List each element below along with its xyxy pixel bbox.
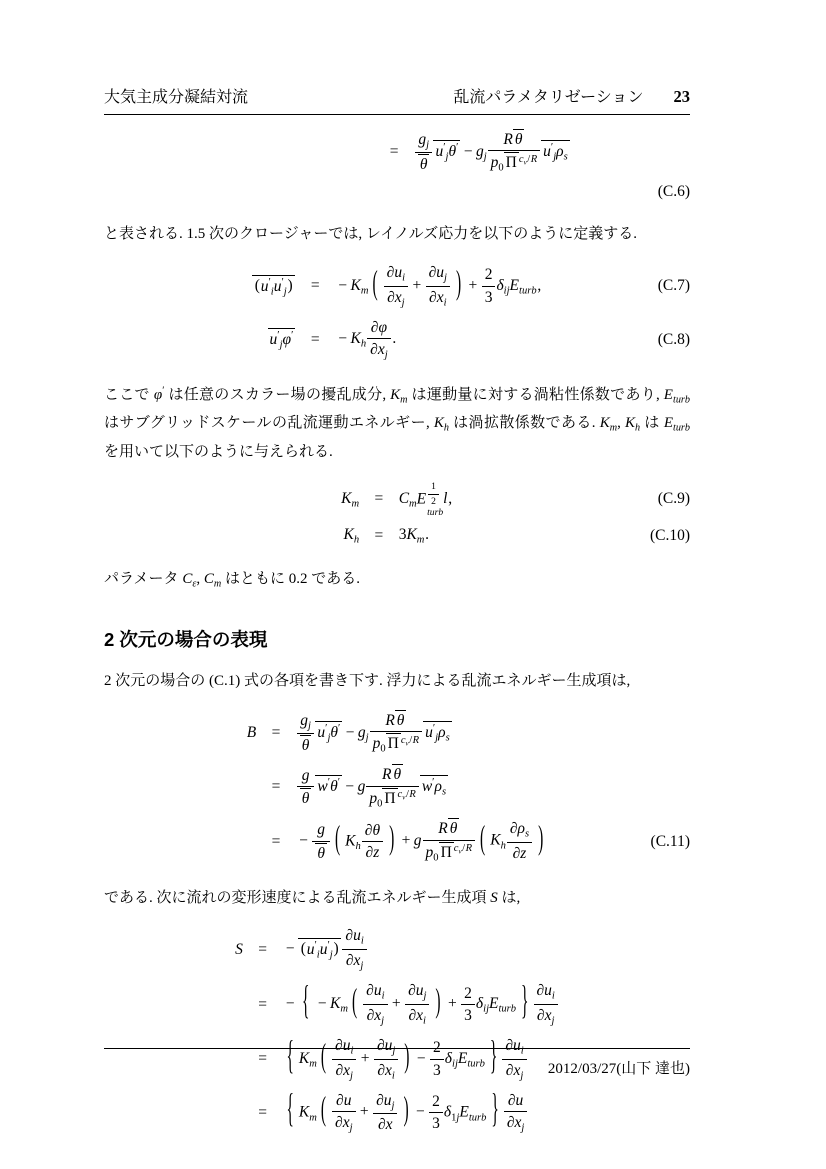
math-expression: − $(u'_iu'_j)$ $\frac{\partial u_i}{\partial x_j}$ <box>282 940 367 957</box>
math-expression: $C_\varepsilon$ <box>182 570 197 590</box>
math-expression: $E_{turb}$ <box>663 386 690 406</box>
math-expression: $\frac{g_j}{\theta}$ $u'_j\theta' - g_j$ R θ $p_0$ Π $^{c_v/R}$ $u'_j\rho_s$ <box>296 724 452 741</box>
math-expression: $C_m$ <box>203 570 222 590</box>
equation-number: (C.6) <box>657 183 690 201</box>
paragraph-definitions: ここで φ′ は任意のスカラー場の擾乱成分, $K_m$ は運動量に対する渦粘性係数であり, $E_{turb}$ はサブグリッドスケールの乱流運動エネルギー, $K_h$ は渦拡散係数である. $K_m$, $K_h$ は $E_{turb}$ を用いて以下のように与えられる. <box>104 385 690 460</box>
equation-number: (C.10) <box>649 526 690 544</box>
math-expression: $K_m$ <box>599 415 618 434</box>
math-expression: $K_m$ <box>390 386 408 406</box>
math-expression: $u'_j\varphi'$ <box>269 330 294 351</box>
math-expression: = <box>389 143 399 161</box>
math-expression: { $K_m$ ( $\frac{\partial u}{\partial x_j}$ + $\frac{\partial u_j}{\partial x}$ ) − $\frac{2}{3}$ $\delta_{1j}E_{turb}$ } $\frac{\partial u}{\partial x_j}$ <box>282 1103 528 1120</box>
paragraph-s-intro: である. 次に流れの変形速度による乱流エネルギー生成項 S は, <box>104 889 521 906</box>
equation-number: (C.9) <box>657 490 690 508</box>
math-expression: = <box>271 778 281 796</box>
math-expression: S <box>235 940 243 958</box>
equation-c6 <box>104 125 690 205</box>
math-expression: $3K_m$. <box>398 526 430 546</box>
math-expression: = <box>374 490 384 508</box>
math-expression: $K_m$ <box>341 489 360 510</box>
math-expression: $K_h$ <box>343 526 360 546</box>
page-number: 23 <box>673 87 690 106</box>
math-expression: $(u'_iu'_j)$ <box>252 277 295 294</box>
equation-number: (C.11) <box>650 832 690 850</box>
math-expression: φ′ <box>153 385 165 403</box>
math-expression: = <box>258 1103 268 1121</box>
equation-c9-c10 <box>104 477 690 550</box>
math-expression: − { − $K_m$ ( $\frac{\partial u_i}{\partial x_j}$ + $\frac{\partial u_j}{\partial x_i}$ ) + $\frac{2}{3}$ $\delta_{ij}E_{turb}$ } $\frac{\partial u_i}{\partial x_j}$ <box>282 995 558 1012</box>
paragraph-parameters: パラメータ $C_\varepsilon$, $C_m$ はともに 0.2 である. <box>104 570 360 590</box>
header-left-title: 大気主成分凝結対流 <box>104 89 249 106</box>
math-expression: $E_{turb}$ <box>663 415 690 434</box>
footer-date-author: 2012/03/27(山下 達也) <box>547 1061 690 1077</box>
paragraph-closure: と表される. 1.5 次のクロージャーでは, レイノルズ応力を以下のように定義する. <box>104 226 637 243</box>
math-expression: − $K_h$ $\frac{\partial\varphi}{\partial x_j}$ . <box>338 318 397 361</box>
math-expression: − $K_m$ ( $\frac{\partial u_i}{\partial x_j}$ + $\frac{\partial u_j}{\partial x_i}$ ) + $\frac{2}{3}$ $\delta_{ij}E_{turb}$, <box>338 263 542 309</box>
math-expression: = <box>258 940 268 958</box>
math-expression: B <box>246 724 257 742</box>
math-expression: S <box>490 889 498 906</box>
math-expression: = <box>374 526 384 544</box>
math-expression: = <box>258 995 268 1013</box>
paragraph-2d-intro: 2 次元の場合の (C.1) 式の各項を書き下す. 浮力による乱流エネルギー生成項は, <box>104 673 631 690</box>
equation-c11 <box>104 706 690 869</box>
math-expression: = <box>258 1050 268 1068</box>
math-expression: $\frac{g_j}{\theta}$ $u'_j\theta' - g_j$ R θ $p_0$ Π $^{c_v/R}$ $u'_j\rho_s$ <box>414 143 570 160</box>
page-footer <box>104 1048 690 1078</box>
math-expression: $K_h$ <box>433 415 449 434</box>
document-content <box>104 125 690 1139</box>
equation-c7-c8 <box>104 259 690 366</box>
equation-number: (C.8) <box>657 330 690 348</box>
math-expression: − $\frac{g}{\theta}$ ( $K_h$ $\frac{\partial\theta}{\partial z}$ ) + g R θ $p_0$ Π $^{c_v/R}$ ( $K_h$ $\frac{\partial\rho_s}{\partial z}$ ) <box>299 820 544 864</box>
equation-s <box>104 922 690 1138</box>
section-heading: 2 次元の場合の表現 <box>104 629 268 651</box>
math-expression: $C_mE$ $\frac{1}{2}$ turb l, <box>398 480 453 518</box>
math-expression: = <box>271 724 281 742</box>
math-expression: = <box>271 832 281 850</box>
page-header <box>104 84 690 115</box>
math-expression: = <box>310 277 320 295</box>
math-expression: $\frac{g}{\theta}$ w′θ′ − g R θ $p_0$ Π $^{c_v/R}$ $w'\rho_s$ <box>296 778 448 795</box>
math-expression: { $K_m$ ( $\frac{\partial u_i}{\partial x_j}$ + $\frac{\partial u_j}{\partial x_i}$ ) − $\frac{2}{3}$ $\delta_{ij}E_{turb}$ } $\frac{\partial u_i}{\partial x_j}$ <box>282 1050 527 1067</box>
equation-number: (C.7) <box>657 277 690 295</box>
header-right-title: 乱流パラメタリゼーション <box>453 89 644 106</box>
math-expression: = <box>310 330 320 348</box>
math-expression: $K_h$ <box>624 415 641 434</box>
